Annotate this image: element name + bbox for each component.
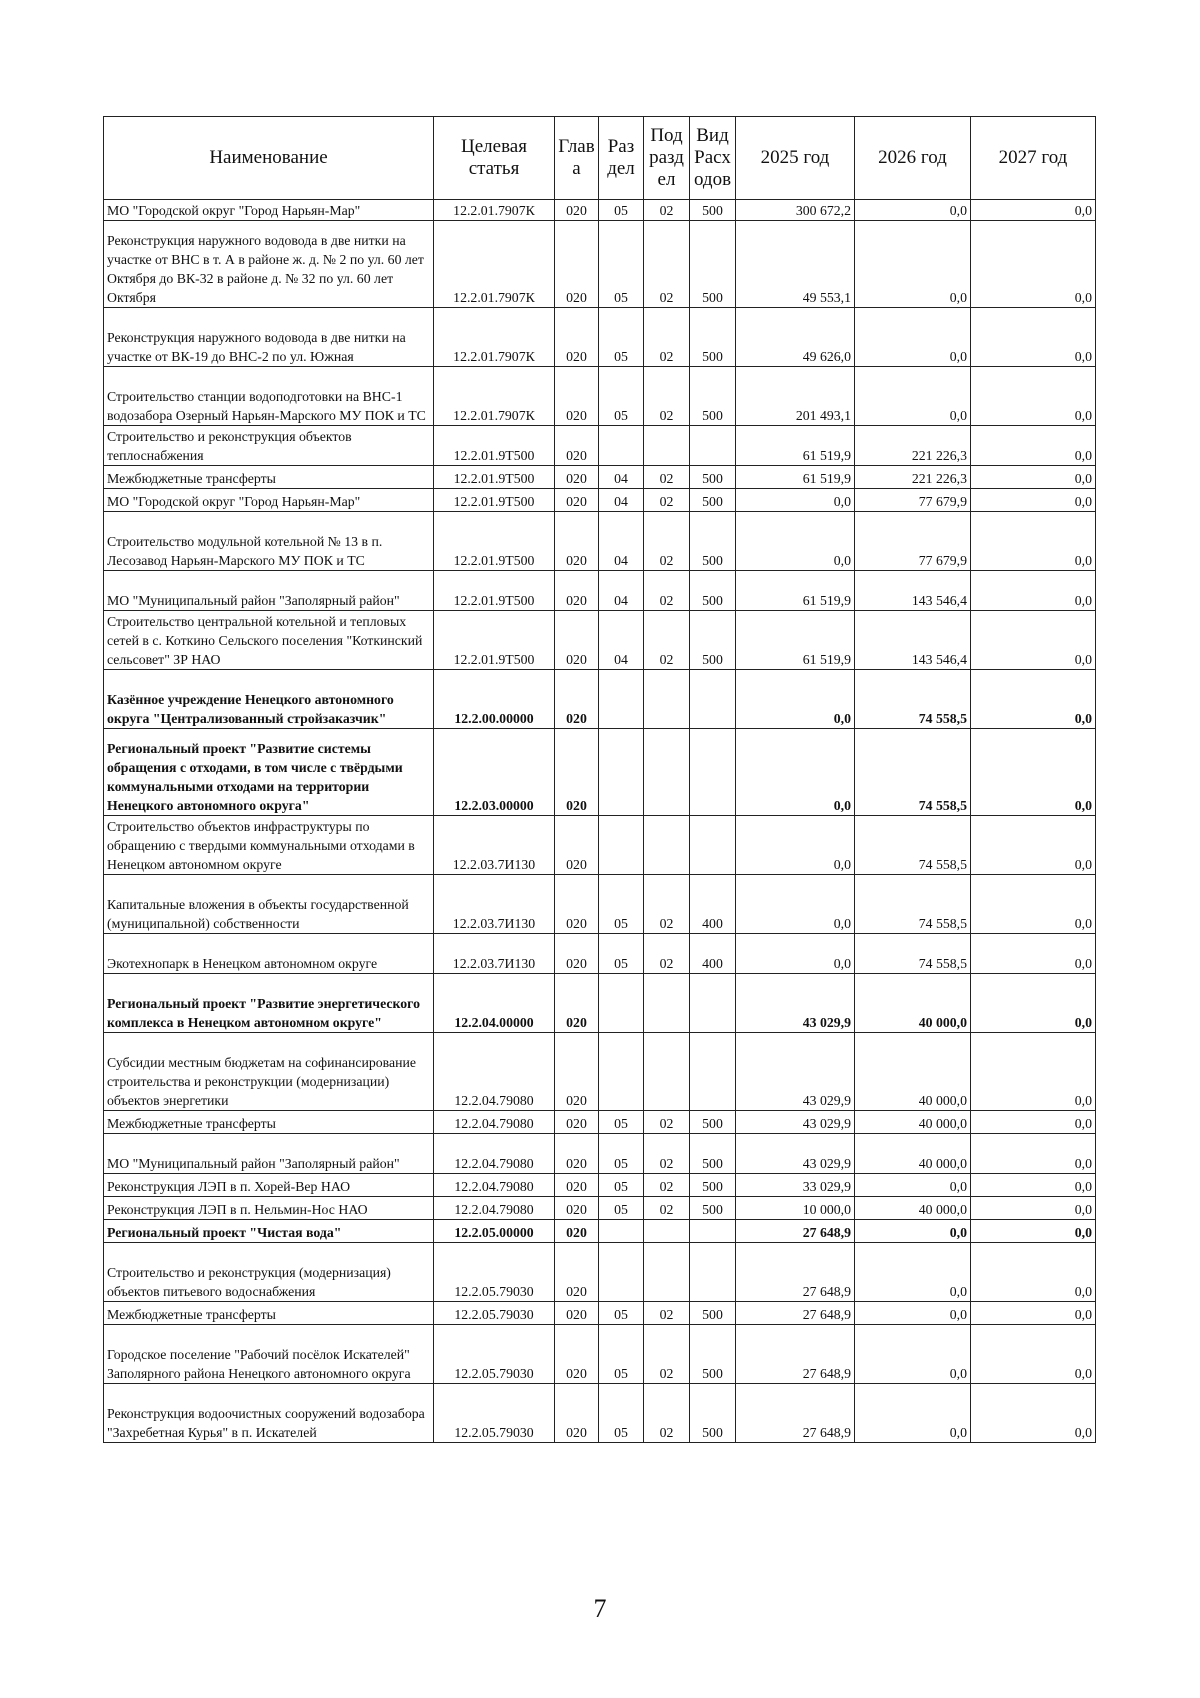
cell-article: 12.2.01.9Т500	[434, 571, 555, 611]
table-row	[104, 1134, 1096, 1174]
cell-y2025: 27 648,9	[736, 1325, 855, 1384]
cell-y2025: 27 648,9	[736, 1384, 855, 1443]
cell-section: 05	[599, 1174, 644, 1197]
cell-y2027: 0,0	[971, 974, 1096, 1033]
cell-y2026: 0,0	[855, 221, 971, 308]
cell-subsection	[644, 1033, 690, 1111]
cell-y2025: 0,0	[736, 670, 855, 729]
cell-y2027: 0,0	[971, 512, 1096, 571]
cell-chapter: 020	[555, 308, 599, 367]
cell-name: Строительство станции водоподготовки на ВНС-1 водозабора Озерный Нарьян-Марского МУ ПОК и ТС	[104, 367, 434, 426]
cell-chapter: 020	[555, 974, 599, 1033]
cell-expense-type: 500	[690, 200, 736, 221]
cell-y2027: 0,0	[971, 875, 1096, 934]
cell-y2025: 61 519,9	[736, 466, 855, 489]
cell-y2026: 0,0	[855, 1384, 971, 1443]
cell-section: 04	[599, 489, 644, 512]
cell-chapter: 020	[555, 367, 599, 426]
cell-article: 12.2.01.7907К	[434, 221, 555, 308]
cell-y2026: 0,0	[855, 200, 971, 221]
cell-y2025: 27 648,9	[736, 1302, 855, 1325]
table-row	[104, 308, 1096, 367]
cell-name: Строительство и реконструкция объектов теплоснабжения	[104, 426, 434, 466]
table-row	[104, 1111, 1096, 1134]
cell-section: 05	[599, 1134, 644, 1174]
cell-subsection: 02	[644, 875, 690, 934]
cell-y2025: 10 000,0	[736, 1197, 855, 1220]
table-row	[104, 1302, 1096, 1325]
cell-expense-type	[690, 974, 736, 1033]
cell-section	[599, 426, 644, 466]
cell-section: 04	[599, 611, 644, 670]
cell-y2026: 0,0	[855, 1174, 971, 1197]
header-2025: 2025 год	[736, 117, 855, 200]
cell-section: 05	[599, 200, 644, 221]
cell-subsection: 02	[644, 512, 690, 571]
cell-expense-type: 500	[690, 489, 736, 512]
cell-y2026: 74 558,5	[855, 670, 971, 729]
cell-section: 05	[599, 1302, 644, 1325]
cell-y2026: 143 546,4	[855, 571, 971, 611]
table-row	[104, 611, 1096, 670]
cell-name: Реконструкция ЛЭП в п. Нельмин-Нос НАО	[104, 1197, 434, 1220]
cell-y2026: 221 226,3	[855, 466, 971, 489]
cell-y2026: 40 000,0	[855, 1197, 971, 1220]
table-row	[104, 367, 1096, 426]
cell-section: 05	[599, 221, 644, 308]
cell-section: 05	[599, 367, 644, 426]
cell-y2027: 0,0	[971, 1220, 1096, 1243]
cell-y2027: 0,0	[971, 489, 1096, 512]
cell-y2027: 0,0	[971, 1243, 1096, 1302]
table-row	[104, 1384, 1096, 1443]
cell-subsection: 02	[644, 367, 690, 426]
cell-y2025: 49 553,1	[736, 221, 855, 308]
cell-chapter: 020	[555, 512, 599, 571]
cell-subsection	[644, 670, 690, 729]
cell-y2026: 0,0	[855, 1325, 971, 1384]
cell-subsection: 02	[644, 1197, 690, 1220]
cell-subsection: 02	[644, 934, 690, 974]
cell-subsection	[644, 1220, 690, 1243]
cell-chapter: 020	[555, 1033, 599, 1111]
table-row	[104, 200, 1096, 221]
cell-y2025: 0,0	[736, 729, 855, 816]
cell-y2025: 33 029,9	[736, 1174, 855, 1197]
cell-expense-type: 500	[690, 611, 736, 670]
cell-chapter: 020	[555, 670, 599, 729]
cell-y2027: 0,0	[971, 1197, 1096, 1220]
cell-expense-type: 500	[690, 1384, 736, 1443]
cell-y2025: 201 493,1	[736, 367, 855, 426]
cell-section	[599, 1033, 644, 1111]
cell-y2025: 0,0	[736, 512, 855, 571]
cell-chapter: 020	[555, 875, 599, 934]
cell-y2027: 0,0	[971, 1134, 1096, 1174]
cell-name: Городское поселение "Рабочий посёлок Искателей" Заполярного района Ненецкого автономного округа	[104, 1325, 434, 1384]
cell-y2025: 49 626,0	[736, 308, 855, 367]
header-expense-type: Вид Расх одов	[690, 117, 736, 200]
cell-name: Строительство объектов инфраструктуры по обращению с твердыми коммунальными отходами в Ненецком автономном округе	[104, 816, 434, 875]
table-row	[104, 426, 1096, 466]
cell-subsection: 02	[644, 1302, 690, 1325]
cell-subsection: 02	[644, 611, 690, 670]
cell-name: Казённое учреждение Ненецкого автономного округа "Централизованный стройзаказчик"	[104, 670, 434, 729]
cell-y2027: 0,0	[971, 611, 1096, 670]
cell-chapter: 020	[555, 816, 599, 875]
cell-subsection	[644, 974, 690, 1033]
cell-name: Межбюджетные трансферты	[104, 1302, 434, 1325]
table-row	[104, 1243, 1096, 1302]
cell-expense-type: 400	[690, 934, 736, 974]
table-row	[104, 571, 1096, 611]
table-row	[104, 974, 1096, 1033]
cell-y2025: 0,0	[736, 816, 855, 875]
header-chapter: Глав а	[555, 117, 599, 200]
cell-article: 12.2.01.7907К	[434, 200, 555, 221]
cell-y2026: 0,0	[855, 1243, 971, 1302]
cell-section: 05	[599, 875, 644, 934]
cell-article: 12.2.05.79030	[434, 1302, 555, 1325]
cell-article: 12.2.03.7И130	[434, 816, 555, 875]
cell-y2027: 0,0	[971, 426, 1096, 466]
cell-article: 12.2.03.7И130	[434, 934, 555, 974]
cell-expense-type: 500	[690, 1134, 736, 1174]
cell-chapter: 020	[555, 1384, 599, 1443]
cell-y2025: 0,0	[736, 489, 855, 512]
cell-section	[599, 670, 644, 729]
cell-chapter: 020	[555, 1134, 599, 1174]
cell-y2026: 74 558,5	[855, 875, 971, 934]
table-row	[104, 466, 1096, 489]
cell-article: 12.2.04.00000	[434, 974, 555, 1033]
cell-section	[599, 816, 644, 875]
cell-y2025: 61 519,9	[736, 571, 855, 611]
cell-name: Реконструкция наружного водовода в две нитки на участке от ВК-19 до ВНС-2 по ул. Южная	[104, 308, 434, 367]
cell-chapter: 020	[555, 729, 599, 816]
cell-name: Экотехнопарк в Ненецком автономном округе	[104, 934, 434, 974]
cell-y2027: 0,0	[971, 308, 1096, 367]
cell-expense-type	[690, 426, 736, 466]
cell-y2025: 43 029,9	[736, 1111, 855, 1134]
cell-expense-type: 500	[690, 571, 736, 611]
cell-expense-type	[690, 1033, 736, 1111]
cell-y2026: 74 558,5	[855, 816, 971, 875]
cell-y2027: 0,0	[971, 1325, 1096, 1384]
cell-y2027: 0,0	[971, 1302, 1096, 1325]
table-row	[104, 221, 1096, 308]
cell-article: 12.2.05.79030	[434, 1384, 555, 1443]
cell-article: 12.2.04.79080	[434, 1111, 555, 1134]
budget-table	[103, 116, 1096, 1443]
cell-y2027: 0,0	[971, 1033, 1096, 1111]
cell-section	[599, 1220, 644, 1243]
table-row	[104, 729, 1096, 816]
cell-article: 12.2.01.7907К	[434, 308, 555, 367]
cell-chapter: 020	[555, 489, 599, 512]
cell-name: Региональный проект "Развитие системы обращения с отходами, в том числе с твёрдыми коммунальными отходами на территории Ненецкого автономного округа"	[104, 729, 434, 816]
cell-y2025: 0,0	[736, 875, 855, 934]
cell-name: Межбюджетные трансферты	[104, 1111, 434, 1134]
cell-section: 05	[599, 1384, 644, 1443]
cell-name: МО "Городской округ "Город Нарьян-Мар"	[104, 200, 434, 221]
cell-y2027: 0,0	[971, 934, 1096, 974]
cell-chapter: 020	[555, 611, 599, 670]
cell-y2026: 40 000,0	[855, 974, 971, 1033]
table-row	[104, 1174, 1096, 1197]
cell-expense-type	[690, 816, 736, 875]
cell-y2026: 40 000,0	[855, 1033, 971, 1111]
cell-y2025: 43 029,9	[736, 1033, 855, 1111]
cell-name: МО "Муниципальный район "Заполярный район"	[104, 1134, 434, 1174]
cell-y2026: 0,0	[855, 1302, 971, 1325]
cell-section: 05	[599, 308, 644, 367]
cell-subsection: 02	[644, 571, 690, 611]
cell-article: 12.2.01.9Т500	[434, 489, 555, 512]
cell-expense-type: 500	[690, 308, 736, 367]
cell-article: 12.2.04.79080	[434, 1174, 555, 1197]
cell-y2026: 40 000,0	[855, 1134, 971, 1174]
cell-section: 04	[599, 466, 644, 489]
cell-name: Региональный проект "Чистая вода"	[104, 1220, 434, 1243]
cell-name: Реконструкция наружного водовода в две нитки на участке от ВНС в т. А в районе ж. д. № 2 по ул. 60 лет Октября до ВК-32 в районе д. № 32 по ул. 60 лет Октября	[104, 221, 434, 308]
cell-chapter: 020	[555, 1111, 599, 1134]
cell-section: 05	[599, 934, 644, 974]
cell-y2025: 27 648,9	[736, 1243, 855, 1302]
cell-subsection: 02	[644, 1134, 690, 1174]
cell-chapter: 020	[555, 1174, 599, 1197]
cell-section: 04	[599, 571, 644, 611]
cell-y2025: 61 519,9	[736, 611, 855, 670]
cell-expense-type	[690, 729, 736, 816]
cell-article: 12.2.04.79080	[434, 1033, 555, 1111]
cell-y2026: 74 558,5	[855, 729, 971, 816]
cell-y2025: 27 648,9	[736, 1220, 855, 1243]
cell-chapter: 020	[555, 1302, 599, 1325]
cell-y2027: 0,0	[971, 1384, 1096, 1443]
cell-chapter: 020	[555, 571, 599, 611]
cell-expense-type: 500	[690, 1197, 736, 1220]
header-section: Раз дел	[599, 117, 644, 200]
cell-y2026: 77 679,9	[855, 512, 971, 571]
cell-name: Строительство и реконструкция (модернизация) объектов питьевого водоснабжения	[104, 1243, 434, 1302]
page-number: 7	[593, 1594, 607, 1623]
cell-y2027: 0,0	[971, 816, 1096, 875]
table-row	[104, 875, 1096, 934]
header-name: Наименование	[104, 117, 434, 200]
cell-section: 05	[599, 1197, 644, 1220]
cell-expense-type: 500	[690, 221, 736, 308]
cell-y2027: 0,0	[971, 670, 1096, 729]
cell-y2026: 221 226,3	[855, 426, 971, 466]
header-article: Целевая статья	[434, 117, 555, 200]
cell-chapter: 020	[555, 1243, 599, 1302]
table-row	[104, 670, 1096, 729]
table-row	[104, 512, 1096, 571]
cell-chapter: 020	[555, 466, 599, 489]
cell-y2026: 0,0	[855, 367, 971, 426]
cell-subsection: 02	[644, 308, 690, 367]
cell-name: Строительство центральной котельной и тепловых сетей в с. Коткино Сельского поселения "Коткинский сельсовет" ЗР НАО	[104, 611, 434, 670]
cell-y2026: 77 679,9	[855, 489, 971, 512]
cell-expense-type: 500	[690, 367, 736, 426]
cell-article: 12.2.05.79030	[434, 1325, 555, 1384]
cell-article: 12.2.04.79080	[434, 1197, 555, 1220]
cell-expense-type	[690, 1220, 736, 1243]
cell-name: Межбюджетные трансферты	[104, 466, 434, 489]
cell-article: 12.2.04.79080	[434, 1134, 555, 1174]
cell-article: 12.2.00.00000	[434, 670, 555, 729]
table-header-row	[104, 117, 1096, 200]
cell-subsection: 02	[644, 1174, 690, 1197]
cell-y2027: 0,0	[971, 1111, 1096, 1134]
cell-subsection: 02	[644, 1111, 690, 1134]
header-2027: 2027 год	[971, 117, 1096, 200]
cell-section: 05	[599, 1111, 644, 1134]
cell-subsection: 02	[644, 200, 690, 221]
table-row	[104, 1325, 1096, 1384]
cell-y2026: 74 558,5	[855, 934, 971, 974]
cell-name: Региональный проект "Развитие энергетического комплекса в Ненецком автономном округе"	[104, 974, 434, 1033]
cell-y2027: 0,0	[971, 200, 1096, 221]
cell-article: 12.2.01.9Т500	[434, 512, 555, 571]
cell-subsection: 02	[644, 1384, 690, 1443]
cell-section: 04	[599, 512, 644, 571]
cell-subsection: 02	[644, 466, 690, 489]
cell-expense-type: 500	[690, 1302, 736, 1325]
cell-name: Реконструкция водоочистных сооружений водозабора "Захребетная Курья" в п. Искателей	[104, 1384, 434, 1443]
cell-chapter: 020	[555, 200, 599, 221]
cell-expense-type: 400	[690, 875, 736, 934]
cell-expense-type	[690, 670, 736, 729]
cell-article: 12.2.03.7И130	[434, 875, 555, 934]
cell-name: Капитальные вложения в объекты государственной (муниципальной) собственности	[104, 875, 434, 934]
cell-article: 12.2.01.9Т500	[434, 426, 555, 466]
cell-y2027: 0,0	[971, 466, 1096, 489]
cell-y2026: 143 546,4	[855, 611, 971, 670]
cell-y2026: 40 000,0	[855, 1111, 971, 1134]
cell-article: 12.2.01.7907К	[434, 367, 555, 426]
cell-expense-type: 500	[690, 512, 736, 571]
cell-article: 12.2.03.00000	[434, 729, 555, 816]
cell-y2027: 0,0	[971, 221, 1096, 308]
cell-y2027: 0,0	[971, 1174, 1096, 1197]
table-row	[104, 1197, 1096, 1220]
cell-y2025: 43 029,9	[736, 1134, 855, 1174]
cell-name: Субсидии местным бюджетам на софинансирование строительства и реконструкции (модернизации) объектов энергетики	[104, 1033, 434, 1111]
cell-section	[599, 729, 644, 816]
header-2026: 2026 год	[855, 117, 971, 200]
cell-subsection	[644, 816, 690, 875]
cell-y2025: 43 029,9	[736, 974, 855, 1033]
cell-chapter: 020	[555, 1220, 599, 1243]
table-row	[104, 1033, 1096, 1111]
table-body	[104, 200, 1096, 1443]
cell-expense-type: 500	[690, 1174, 736, 1197]
table-row	[104, 489, 1096, 512]
cell-chapter: 020	[555, 426, 599, 466]
cell-expense-type: 500	[690, 1111, 736, 1134]
cell-y2025: 300 672,2	[736, 200, 855, 221]
cell-name: Строительство модульной котельной № 13 в п. Лесозавод Нарьян-Марского МУ ПОК и ТС	[104, 512, 434, 571]
cell-name: МО "Городской округ "Город Нарьян-Мар"	[104, 489, 434, 512]
cell-article: 12.2.05.00000	[434, 1220, 555, 1243]
cell-y2025: 61 519,9	[736, 426, 855, 466]
cell-y2027: 0,0	[971, 367, 1096, 426]
cell-section: 05	[599, 1325, 644, 1384]
cell-chapter: 020	[555, 934, 599, 974]
cell-subsection	[644, 1243, 690, 1302]
cell-subsection: 02	[644, 1325, 690, 1384]
table-row	[104, 934, 1096, 974]
header-subsection: Под разд ел	[644, 117, 690, 200]
cell-subsection	[644, 426, 690, 466]
cell-chapter: 020	[555, 1325, 599, 1384]
cell-article: 12.2.05.79030	[434, 1243, 555, 1302]
cell-subsection	[644, 729, 690, 816]
cell-y2025: 0,0	[736, 934, 855, 974]
cell-y2026: 0,0	[855, 308, 971, 367]
cell-expense-type: 500	[690, 1325, 736, 1384]
cell-y2027: 0,0	[971, 571, 1096, 611]
cell-chapter: 020	[555, 1197, 599, 1220]
table-row	[104, 816, 1096, 875]
cell-section	[599, 974, 644, 1033]
cell-expense-type: 500	[690, 466, 736, 489]
cell-section	[599, 1243, 644, 1302]
cell-subsection: 02	[644, 489, 690, 512]
cell-name: Реконструкция ЛЭП в п. Хорей-Вер НАО	[104, 1174, 434, 1197]
cell-chapter: 020	[555, 221, 599, 308]
cell-article: 12.2.01.9Т500	[434, 611, 555, 670]
cell-expense-type	[690, 1243, 736, 1302]
cell-subsection: 02	[644, 221, 690, 308]
table-row	[104, 1220, 1096, 1243]
cell-y2026: 0,0	[855, 1220, 971, 1243]
cell-y2027: 0,0	[971, 729, 1096, 816]
cell-name: МО "Муниципальный район "Заполярный район"	[104, 571, 434, 611]
cell-article: 12.2.01.9Т500	[434, 466, 555, 489]
